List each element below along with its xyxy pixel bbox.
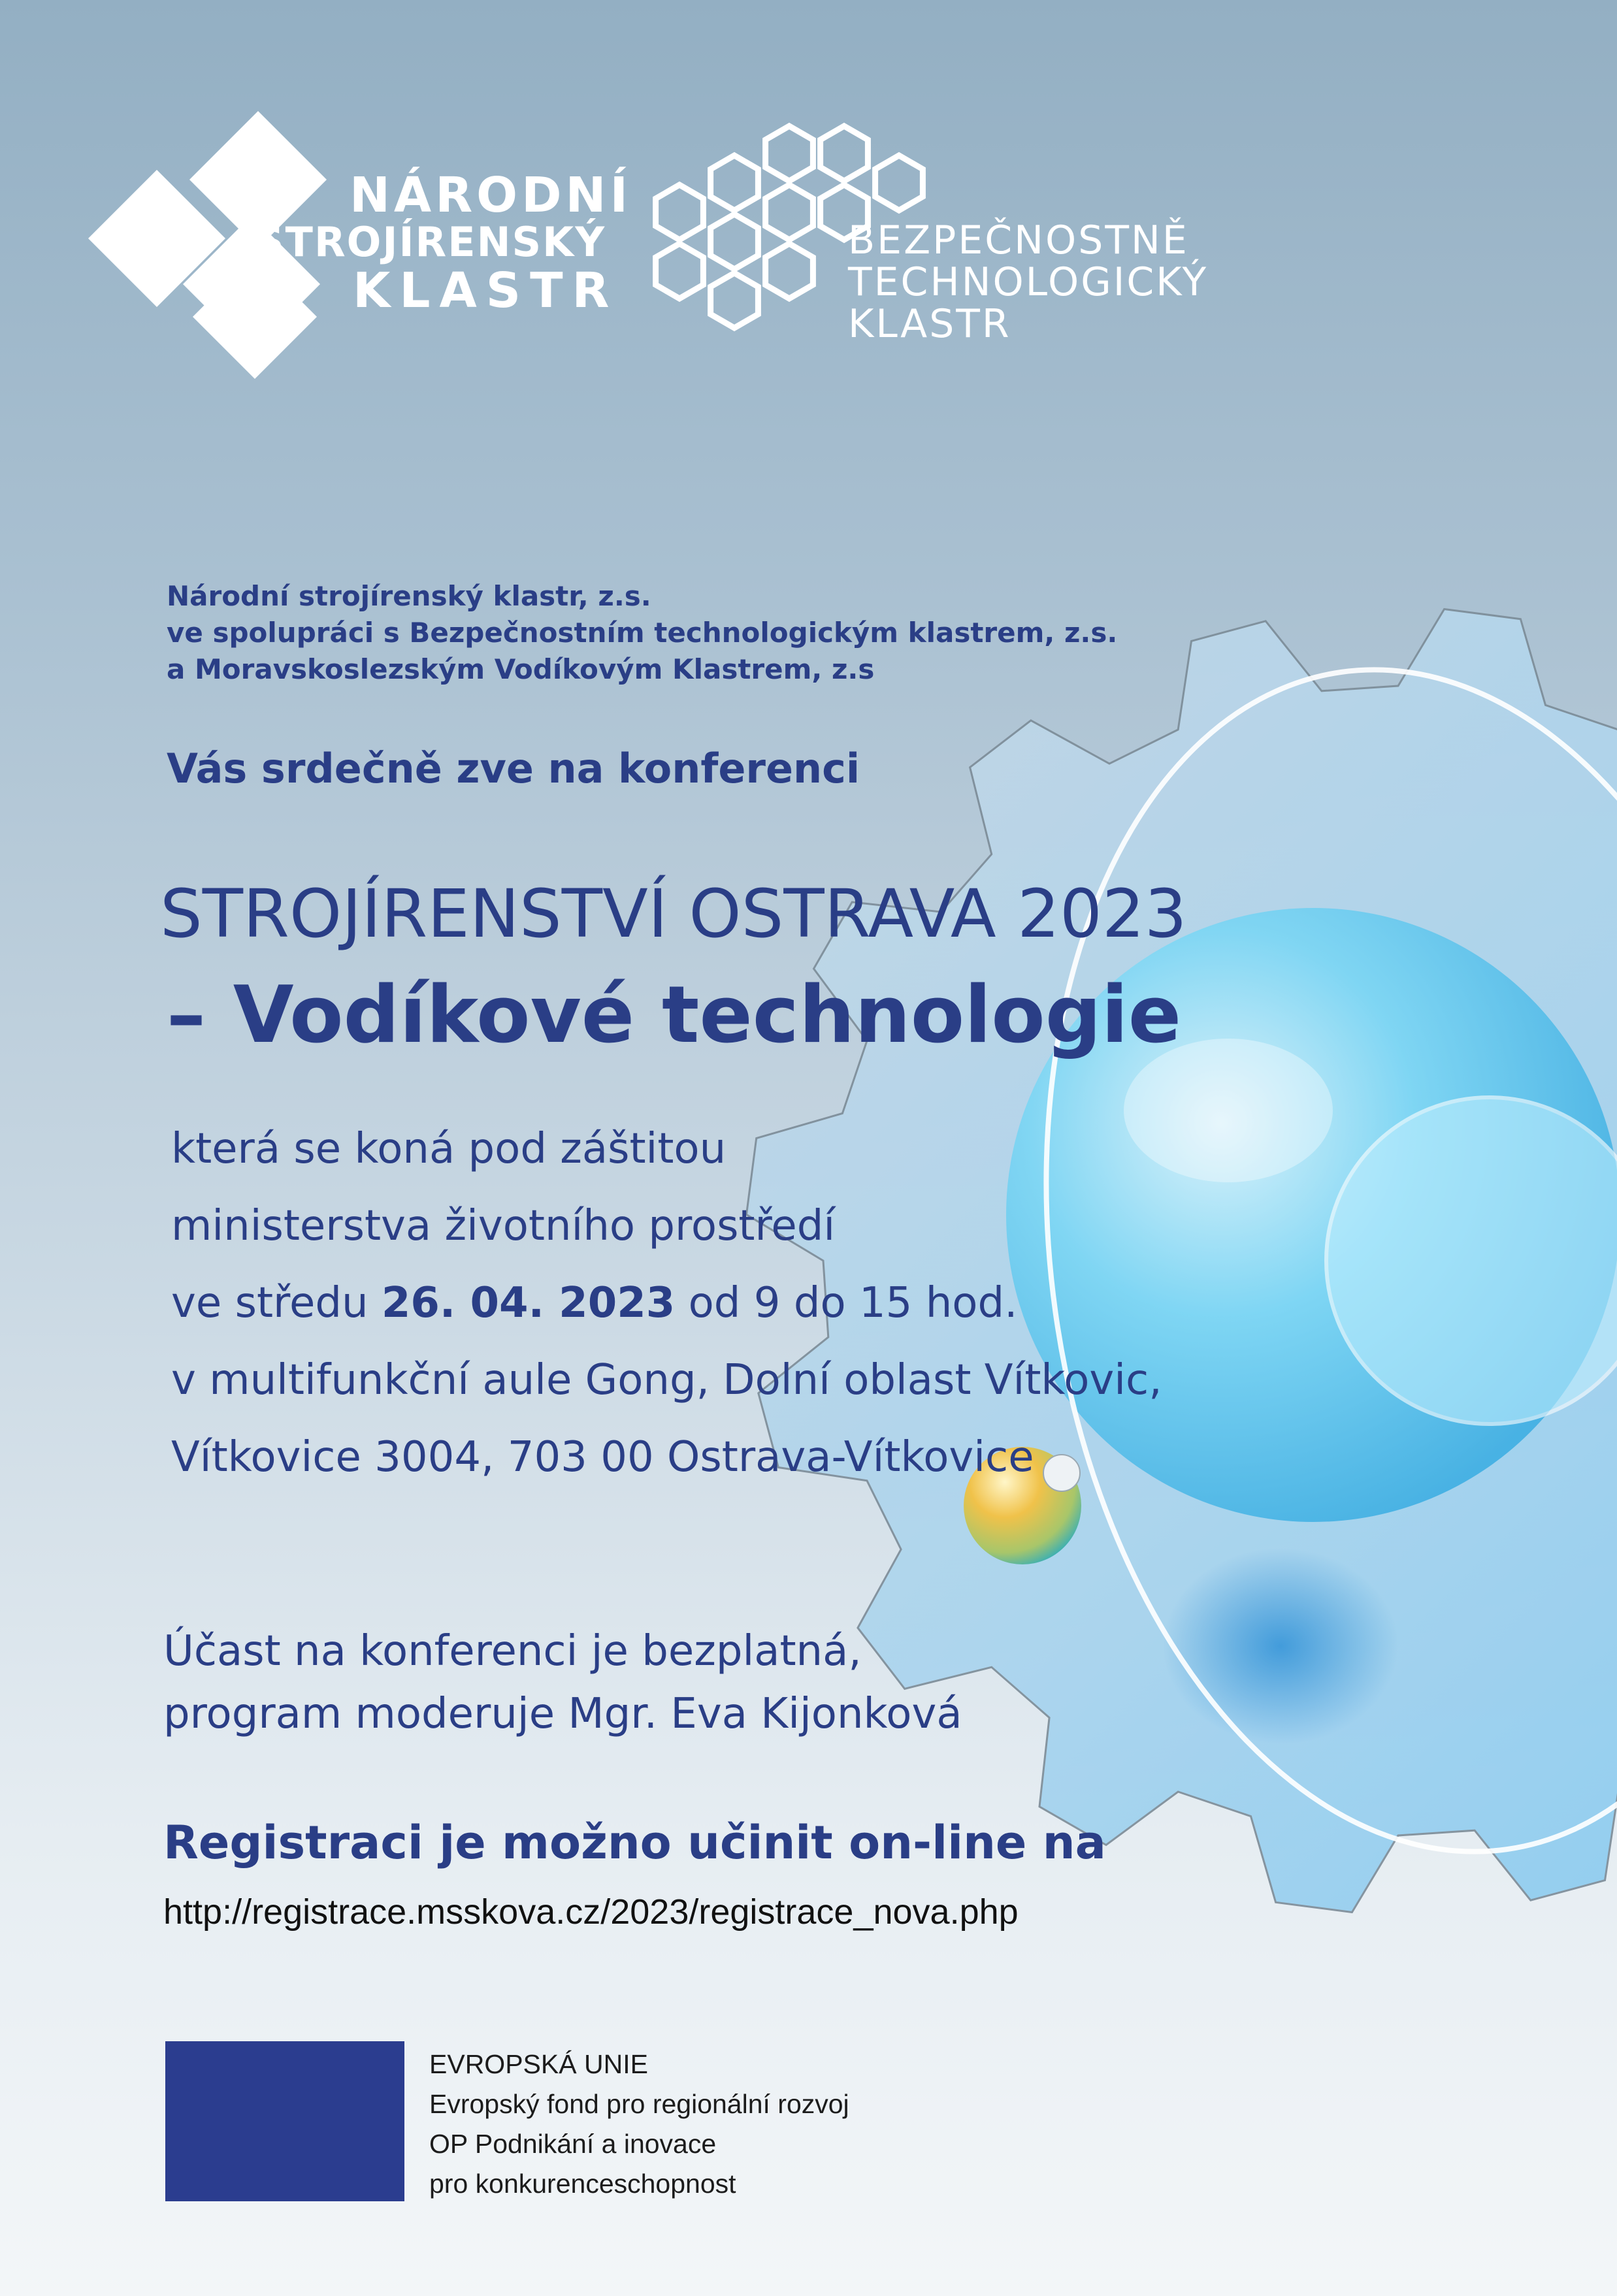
hexagon (711, 273, 759, 328)
hexagon (656, 244, 704, 299)
eu-funding-text (429, 2045, 849, 2204)
hexagon (656, 185, 704, 240)
registration-heading: Registraci je možno učinit on-line na (163, 1816, 1106, 1869)
hexagon (766, 185, 813, 240)
btk-logo-line1: BEZPEČNOSTNĚ (848, 218, 1189, 263)
event-date: 26. 04. 2023 (381, 1279, 676, 1327)
hexagon (821, 126, 868, 181)
details-line: která se koná pod záštitou (171, 1125, 727, 1173)
details-line: v multifunkční aule Gong, Dolní oblast Vítkovic, (171, 1356, 1162, 1404)
conference-subtitle: – Vodíkové technologie (167, 970, 1182, 1061)
details-date-line (171, 1265, 1162, 1342)
sphere-shadow (1163, 1548, 1398, 1744)
event-details (171, 1110, 1162, 1496)
btk-logo-line3: KLASTR (848, 301, 1011, 347)
hexagon (711, 155, 759, 210)
nsk-logo-line3: KLASTR (353, 263, 619, 319)
participation-info (163, 1620, 962, 1745)
nsk-logo-line1: NÁRODNÍ (350, 167, 632, 223)
hexagon (766, 244, 813, 299)
hexagon (766, 126, 813, 181)
details-line: ministerstva životního prostředí (171, 1202, 836, 1250)
organizer-line: a Moravskoslezským Vodíkovým Klastrem, z.s (167, 653, 875, 685)
date-prefix: ve středu (171, 1279, 382, 1327)
conference-title: STROJÍRENSTVÍ OSTRAVA 2023 (160, 875, 1187, 953)
organizers (167, 578, 1117, 688)
eu-line: Evropský fond pro regionální rozvoj (429, 2089, 849, 2119)
hexagon (875, 155, 923, 210)
organizer-line: Národní strojírenský klastr, z.s. (167, 580, 651, 612)
date-suffix: od 9 do 15 hod. (675, 1279, 1018, 1327)
participation-line: program moderuje Mgr. Eva Kijonková (163, 1690, 962, 1738)
invite-text: Vás srdečně zve na konferenci (167, 745, 860, 792)
hexagon (711, 214, 759, 269)
details-line: Vítkovice 3004, 703 00 Ostrava-Vítkovice (171, 1433, 1034, 1481)
eu-line: pro konkurenceschopnost (429, 2169, 736, 2199)
registration-url[interactable]: http://registrace.msskova.cz/2023/registrace_nova.php (163, 1892, 1019, 1932)
nsk-logo-line2: STROJÍRENSKÝ (255, 218, 606, 266)
participation-line: Účast na konferenci je bezplatná, (163, 1627, 862, 1675)
eu-flag (165, 2041, 404, 2201)
eu-line: EVROPSKÁ UNIE (429, 2049, 648, 2079)
eu-line: OP Podnikání a inovace (429, 2129, 717, 2159)
btk-logo-line2: TECHNOLOGICKÝ (848, 259, 1209, 305)
organizer-line: ve spolupráci s Bezpečnostním technologickým klastrem, z.s. (167, 617, 1118, 649)
